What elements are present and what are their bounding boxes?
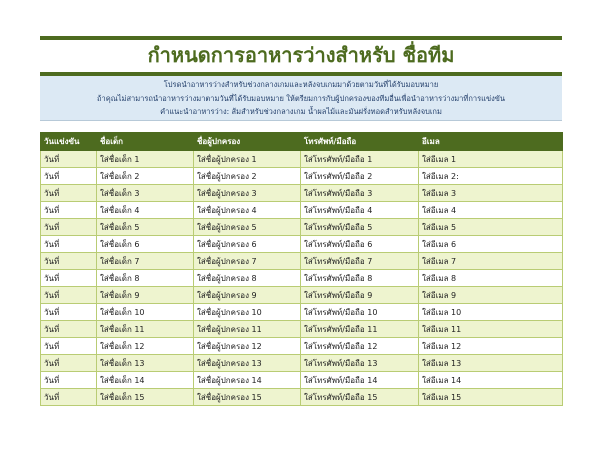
cell-child-name[interactable]: ใส่ชื่อเด็ก 1	[97, 151, 194, 168]
cell-child-name[interactable]: ใส่ชื่อเด็ก 2	[97, 168, 194, 185]
table-header-row	[41, 133, 563, 151]
cell-parent-name[interactable]: ใส่ชื่อผู้ปกครอง 11	[194, 321, 301, 338]
cell-phone[interactable]: ใส่โทรศัพท์/มือถือ 14	[301, 372, 419, 389]
cell-email[interactable]: ใส่อีเมล 7	[419, 253, 563, 270]
cell-child-name[interactable]: ใส่ชื่อเด็ก 4	[97, 202, 194, 219]
cell-game-date[interactable]: วันที่	[41, 219, 97, 236]
cell-game-date[interactable]: วันที่	[41, 338, 97, 355]
instruction-line[interactable]: โปรดนำอาหารว่างสำหรับช่วงกลางเกมและหลังจบเกมมาด้วยตามวันที่ได้รับมอบหมาย	[163, 80, 439, 89]
cell-game-date[interactable]: วันที่	[41, 355, 97, 372]
cell-email[interactable]: ใส่อีเมล 14	[419, 372, 563, 389]
cell-email[interactable]: ใส่อีเมล 15	[419, 389, 563, 406]
cell-child-name[interactable]: ใส่ชื่อเด็ก 11	[97, 321, 194, 338]
cell-phone[interactable]: ใส่โทรศัพท์/มือถือ 4	[301, 202, 419, 219]
cell-email[interactable]: ใส่อีเมล 5	[419, 219, 563, 236]
table-row	[41, 253, 563, 270]
cell-email[interactable]: ใส่อีเมล 1	[419, 151, 563, 168]
table-row	[41, 372, 563, 389]
table-row	[41, 185, 563, 202]
cell-game-date[interactable]: วันที่	[41, 287, 97, 304]
header-email[interactable]: อีเมล	[419, 133, 563, 151]
cell-email[interactable]: ใส่อีเมล 2:	[419, 168, 563, 185]
cell-game-date[interactable]: วันที่	[41, 304, 97, 321]
cell-email[interactable]: ใส่อีเมล 9	[419, 287, 563, 304]
cell-child-name[interactable]: ใส่ชื่อเด็ก 3	[97, 185, 194, 202]
cell-child-name[interactable]: ใส่ชื่อเด็ก 13	[97, 355, 194, 372]
cell-parent-name[interactable]: ใส่ชื่อผู้ปกครอง 15	[194, 389, 301, 406]
cell-game-date[interactable]: วันที่	[41, 202, 97, 219]
cell-phone[interactable]: ใส่โทรศัพท์/มือถือ 9	[301, 287, 419, 304]
cell-game-date[interactable]: วันที่	[41, 372, 97, 389]
cell-phone[interactable]: ใส่โทรศัพท์/มือถือ 11	[301, 321, 419, 338]
header-phone[interactable]: โทรศัพท์/มือถือ	[301, 133, 419, 151]
cell-phone[interactable]: ใส่โทรศัพท์/มือถือ 13	[301, 355, 419, 372]
table-row	[41, 304, 563, 321]
cell-phone[interactable]: ใส่โทรศัพท์/มือถือ 12	[301, 338, 419, 355]
snack-schedule-table	[40, 132, 563, 406]
table-row	[41, 219, 563, 236]
cell-email[interactable]: ใส่อีเมล 11	[419, 321, 563, 338]
cell-parent-name[interactable]: ใส่ชื่อผู้ปกครอง 4	[194, 202, 301, 219]
cell-game-date[interactable]: วันที่	[41, 185, 97, 202]
cell-parent-name[interactable]: ใส่ชื่อผู้ปกครอง 8	[194, 270, 301, 287]
table-row	[41, 236, 563, 253]
cell-game-date[interactable]: วันที่	[41, 389, 97, 406]
header-game-date[interactable]: วันแข่งขัน	[41, 133, 97, 151]
cell-child-name[interactable]: ใส่ชื่อเด็ก 6	[97, 236, 194, 253]
table-row	[41, 287, 563, 304]
cell-parent-name[interactable]: ใส่ชื่อผู้ปกครอง 9	[194, 287, 301, 304]
cell-parent-name[interactable]: ใส่ชื่อผู้ปกครอง 14	[194, 372, 301, 389]
cell-phone[interactable]: ใส่โทรศัพท์/มือถือ 7	[301, 253, 419, 270]
cell-child-name[interactable]: ใส่ชื่อเด็ก 9	[97, 287, 194, 304]
table-row	[41, 151, 563, 168]
cell-child-name[interactable]: ใส่ชื่อเด็ก 10	[97, 304, 194, 321]
cell-parent-name[interactable]: ใส่ชื่อผู้ปกครอง 3	[194, 185, 301, 202]
cell-phone[interactable]: ใส่โทรศัพท์/มือถือ 8	[301, 270, 419, 287]
cell-game-date[interactable]: วันที่	[41, 236, 97, 253]
cell-email[interactable]: ใส่อีเมล 6	[419, 236, 563, 253]
cell-email[interactable]: ใส่อีเมล 8	[419, 270, 563, 287]
page-title[interactable]: กำหนดการอาหารว่างสำหรับ ชื่อทีม	[147, 43, 455, 67]
cell-game-date[interactable]: วันที่	[41, 253, 97, 270]
cell-phone[interactable]: ใส่โทรศัพท์/มือถือ 15	[301, 389, 419, 406]
cell-parent-name[interactable]: ใส่ชื่อผู้ปกครอง 2	[194, 168, 301, 185]
cell-parent-name[interactable]: ใส่ชื่อผู้ปกครอง 6	[194, 236, 301, 253]
cell-parent-name[interactable]: ใส่ชื่อผู้ปกครอง 10	[194, 304, 301, 321]
cell-child-name[interactable]: ใส่ชื่อเด็ก 15	[97, 389, 194, 406]
cell-child-name[interactable]: ใส่ชื่อเด็ก 8	[97, 270, 194, 287]
instructions-box	[40, 76, 562, 121]
cell-phone[interactable]: ใส่โทรศัพท์/มือถือ 3	[301, 185, 419, 202]
header-child-name[interactable]: ชื่อเด็ก	[97, 133, 194, 151]
table-row	[41, 321, 563, 338]
cell-parent-name[interactable]: ใส่ชื่อผู้ปกครอง 12	[194, 338, 301, 355]
cell-phone[interactable]: ใส่โทรศัพท์/มือถือ 1	[301, 151, 419, 168]
cell-phone[interactable]: ใส่โทรศัพท์/มือถือ 6	[301, 236, 419, 253]
instruction-line[interactable]: ถ้าคุณไม่สามารถนำอาหารว่างมาตามวันที่ได้รับมอบหมาย ให้ตรียมการกับผู้ปกครองของทีมอื่นเพื่อนำอาหารว่างมาที่การแข่งขัน	[97, 93, 505, 103]
cell-email[interactable]: ใส่อีเมล 4	[419, 202, 563, 219]
cell-email[interactable]: ใส่อีเมล 10	[419, 304, 563, 321]
table-row	[41, 202, 563, 219]
cell-game-date[interactable]: วันที่	[41, 151, 97, 168]
cell-parent-name[interactable]: ใส่ชื่อผู้ปกครอง 7	[194, 253, 301, 270]
cell-child-name[interactable]: ใส่ชื่อเด็ก 5	[97, 219, 194, 236]
cell-email[interactable]: ใส่อีเมล 13	[419, 355, 563, 372]
header-parent-name[interactable]: ชื่อผู้ปกครอง	[194, 133, 301, 151]
table-row	[41, 168, 563, 185]
table-row	[41, 270, 563, 287]
cell-child-name[interactable]: ใส่ชื่อเด็ก 14	[97, 372, 194, 389]
cell-email[interactable]: ใส่อีเมล 3	[419, 185, 563, 202]
cell-phone[interactable]: ใส่โทรศัพท์/มือถือ 5	[301, 219, 419, 236]
cell-game-date[interactable]: วันที่	[41, 321, 97, 338]
cell-game-date[interactable]: วันที่	[41, 270, 97, 287]
table-row	[41, 355, 563, 372]
table-row	[41, 338, 563, 355]
instruction-line[interactable]: คำแนะนำอาหารว่าง: ส้มสำหรับช่วงกลางเกม น้ำผลไม้และมันฝรั่งทอดสำหรับหลังจบเกม	[160, 107, 442, 116]
cell-parent-name[interactable]: ใส่ชื่อผู้ปกครอง 13	[194, 355, 301, 372]
cell-phone[interactable]: ใส่โทรศัพท์/มือถือ 2	[301, 168, 419, 185]
cell-phone[interactable]: ใส่โทรศัพท์/มือถือ 10	[301, 304, 419, 321]
cell-email[interactable]: ใส่อีเมล 12	[419, 338, 563, 355]
cell-game-date[interactable]: วันที่	[41, 168, 97, 185]
cell-parent-name[interactable]: ใส่ชื่อผู้ปกครอง 1	[194, 151, 301, 168]
cell-child-name[interactable]: ใส่ชื่อเด็ก 7	[97, 253, 194, 270]
cell-parent-name[interactable]: ใส่ชื่อผู้ปกครอง 5	[194, 219, 301, 236]
cell-child-name[interactable]: ใส่ชื่อเด็ก 12	[97, 338, 194, 355]
table-row	[41, 389, 563, 406]
